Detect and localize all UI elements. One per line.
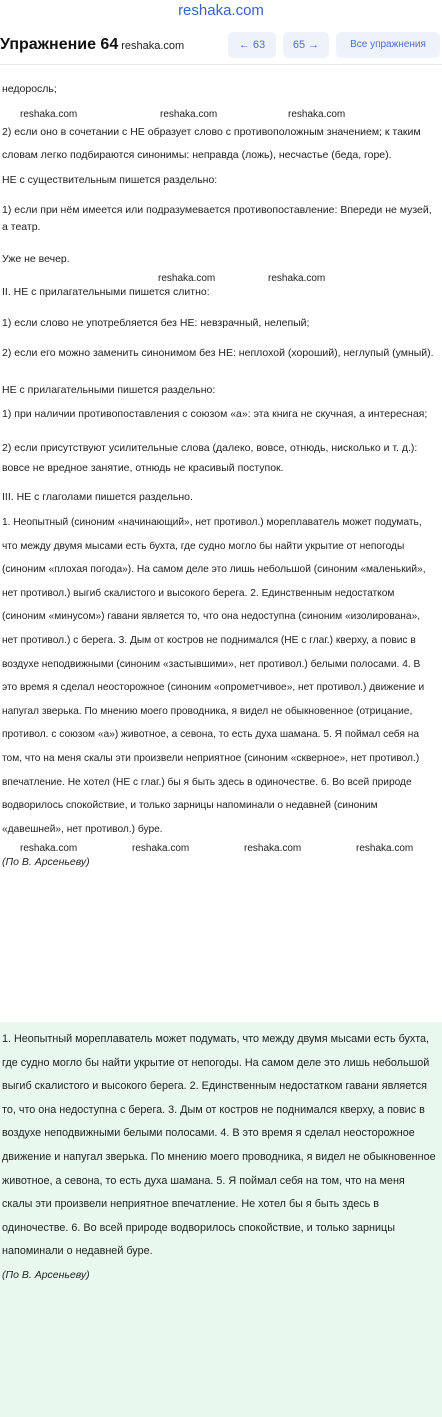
rule-text: II. НЕ с прилагательными пишется слитно: (2, 286, 210, 298)
exercise-title: Упражнение 64 (0, 36, 119, 53)
rule-text: недоросль; (2, 83, 57, 95)
page-title (0, 36, 184, 54)
exercise-header (0, 26, 442, 65)
rules-section (0, 64, 442, 870)
prev-exercise-button[interactable]: ← 63 (228, 32, 276, 58)
lesson-text: 1. Неопытный (синоним «начинающий», нет противол.) мореплаватель может подумать, что между двумя мысами есть бухта, где судно могло бы найти укрытие от непогоды (синоним «плохая погода»). На самом деле это лишь небольшой (синоним «маленький», нет противол.) выгиб скалистого и высокого берега. 2. Единственным недостатком (синоним «минусом») гавани является то, что она недоступна (синоним «изолирована», нет противол.) с берега. 3. Дым от костров не поднимался (НЕ с глаг.) кверху, а повис в воздухе неподвижными (синоним «застывшими», нет противол.) белыми полосами. 4. В это время я сделал неосторожное (синоним «опрометчивое», нет противол.) движение и напугал зверька. По мнению моего проводника, я видел не обыкновенное (отрицание, противол. с союзом «а») животное, а севона, то есть духа шамана. 5. Я поймал себя на том, что на меня скалы эти произвели неприятное (синоним «скверное», нет противол.) впечатление. Не хотел (НЕ с глаг.) бы я быть здесь в одиночестве. 6. Во всей природе водворилось спокойствие, и только зарницы напоминали о недавней (синоним «давешней», нет противол.) буре. (2, 517, 426, 835)
watermark: reshaka.com (268, 273, 326, 284)
rule-text: Уже не вечер. (2, 253, 70, 265)
watermark-row (0, 273, 442, 285)
rule-text: 2) если присутствуют усилительные слова (далеко, вовсе, отнюдь, нисколько и т. д.): вовсе не вредное занятие, отнюдь не красивый поступок. (2, 442, 418, 474)
watermark: reshaka.com (244, 843, 302, 855)
watermark: reshaka.com (288, 109, 346, 120)
watermark: reshaka.com (20, 843, 78, 855)
answer-block (0, 1022, 442, 1417)
watermark: reshaka.com (160, 109, 218, 120)
author-byline: (По В. Арсеньеву) (2, 856, 90, 869)
answer-text: 1. Неопытный мореплаватель может подумать, что между двумя мысами есть бухта, где судно могло бы найти укрытие от непогоды. На самом деле это лишь небольшой выгиб скалистого и высокого берега. 2. Единственным недостатком гавани является то, что она недоступна с берега. 3. Дым от костров не поднимался кверху, а повис в воздухе неподвижными белыми полосами. 4. В это время я сделал неосторожное движение и напугал зверька. По мнению моего проводника, я видел не обыкновенное животное, а севона, то есть духа шамана. 5. Я поймал себя на том, что на меня скалы эти произвели неприятное впечатление. Не хотел бы я быть здесь в одиночестве. 6. Во всей природе водворилось спокойствие, и только зарницы напоминали о недавней буре. (2, 1033, 436, 1258)
rule-text: 1) если при нём имеется или подразумевается противопоставление: Впереди не музей, а театр. (2, 204, 432, 233)
site-name[interactable]: reshaka.com (178, 2, 264, 19)
rule-text: 1) при наличии противопоставления с союзом «а»: эта книга не скучная, а интересная; (2, 408, 428, 420)
rule-text: 2) если его можно заменить синонимом без НЕ: неплохой (хороший), неглупый (умный). (2, 347, 434, 359)
rule-text: НЕ с прилагательными пишется раздельно: (2, 384, 216, 396)
next-exercise-button[interactable]: 65 → (283, 32, 329, 58)
watermark: reshaka.com (158, 273, 216, 284)
answer-byline: (По В. Арсеньеву) (2, 1268, 90, 1281)
watermark: reshaka.com (20, 109, 78, 120)
all-exercises-button[interactable]: Все упражнения (336, 32, 440, 58)
rule-text: НЕ с существительным пишется раздельно: (2, 174, 218, 186)
rule-text: 1) если слово не употребляется без НЕ: невзрачный, нелепый; (2, 317, 310, 329)
watermark-row (0, 109, 442, 121)
watermark: reshaka.com (132, 843, 190, 855)
watermark: reshaka.com (356, 843, 414, 855)
watermark: reshaka.com (121, 40, 185, 52)
watermark-row (0, 843, 442, 855)
rule-text: 2) если оно в сочетании с НЕ образует слово с противоположным значением; к таким словам легко подбираются синонимы: неправда (ложь), несчастье (беда, горе). (2, 126, 421, 161)
rule-text: III. НЕ с глаголами пишется раздельно. (2, 491, 193, 503)
